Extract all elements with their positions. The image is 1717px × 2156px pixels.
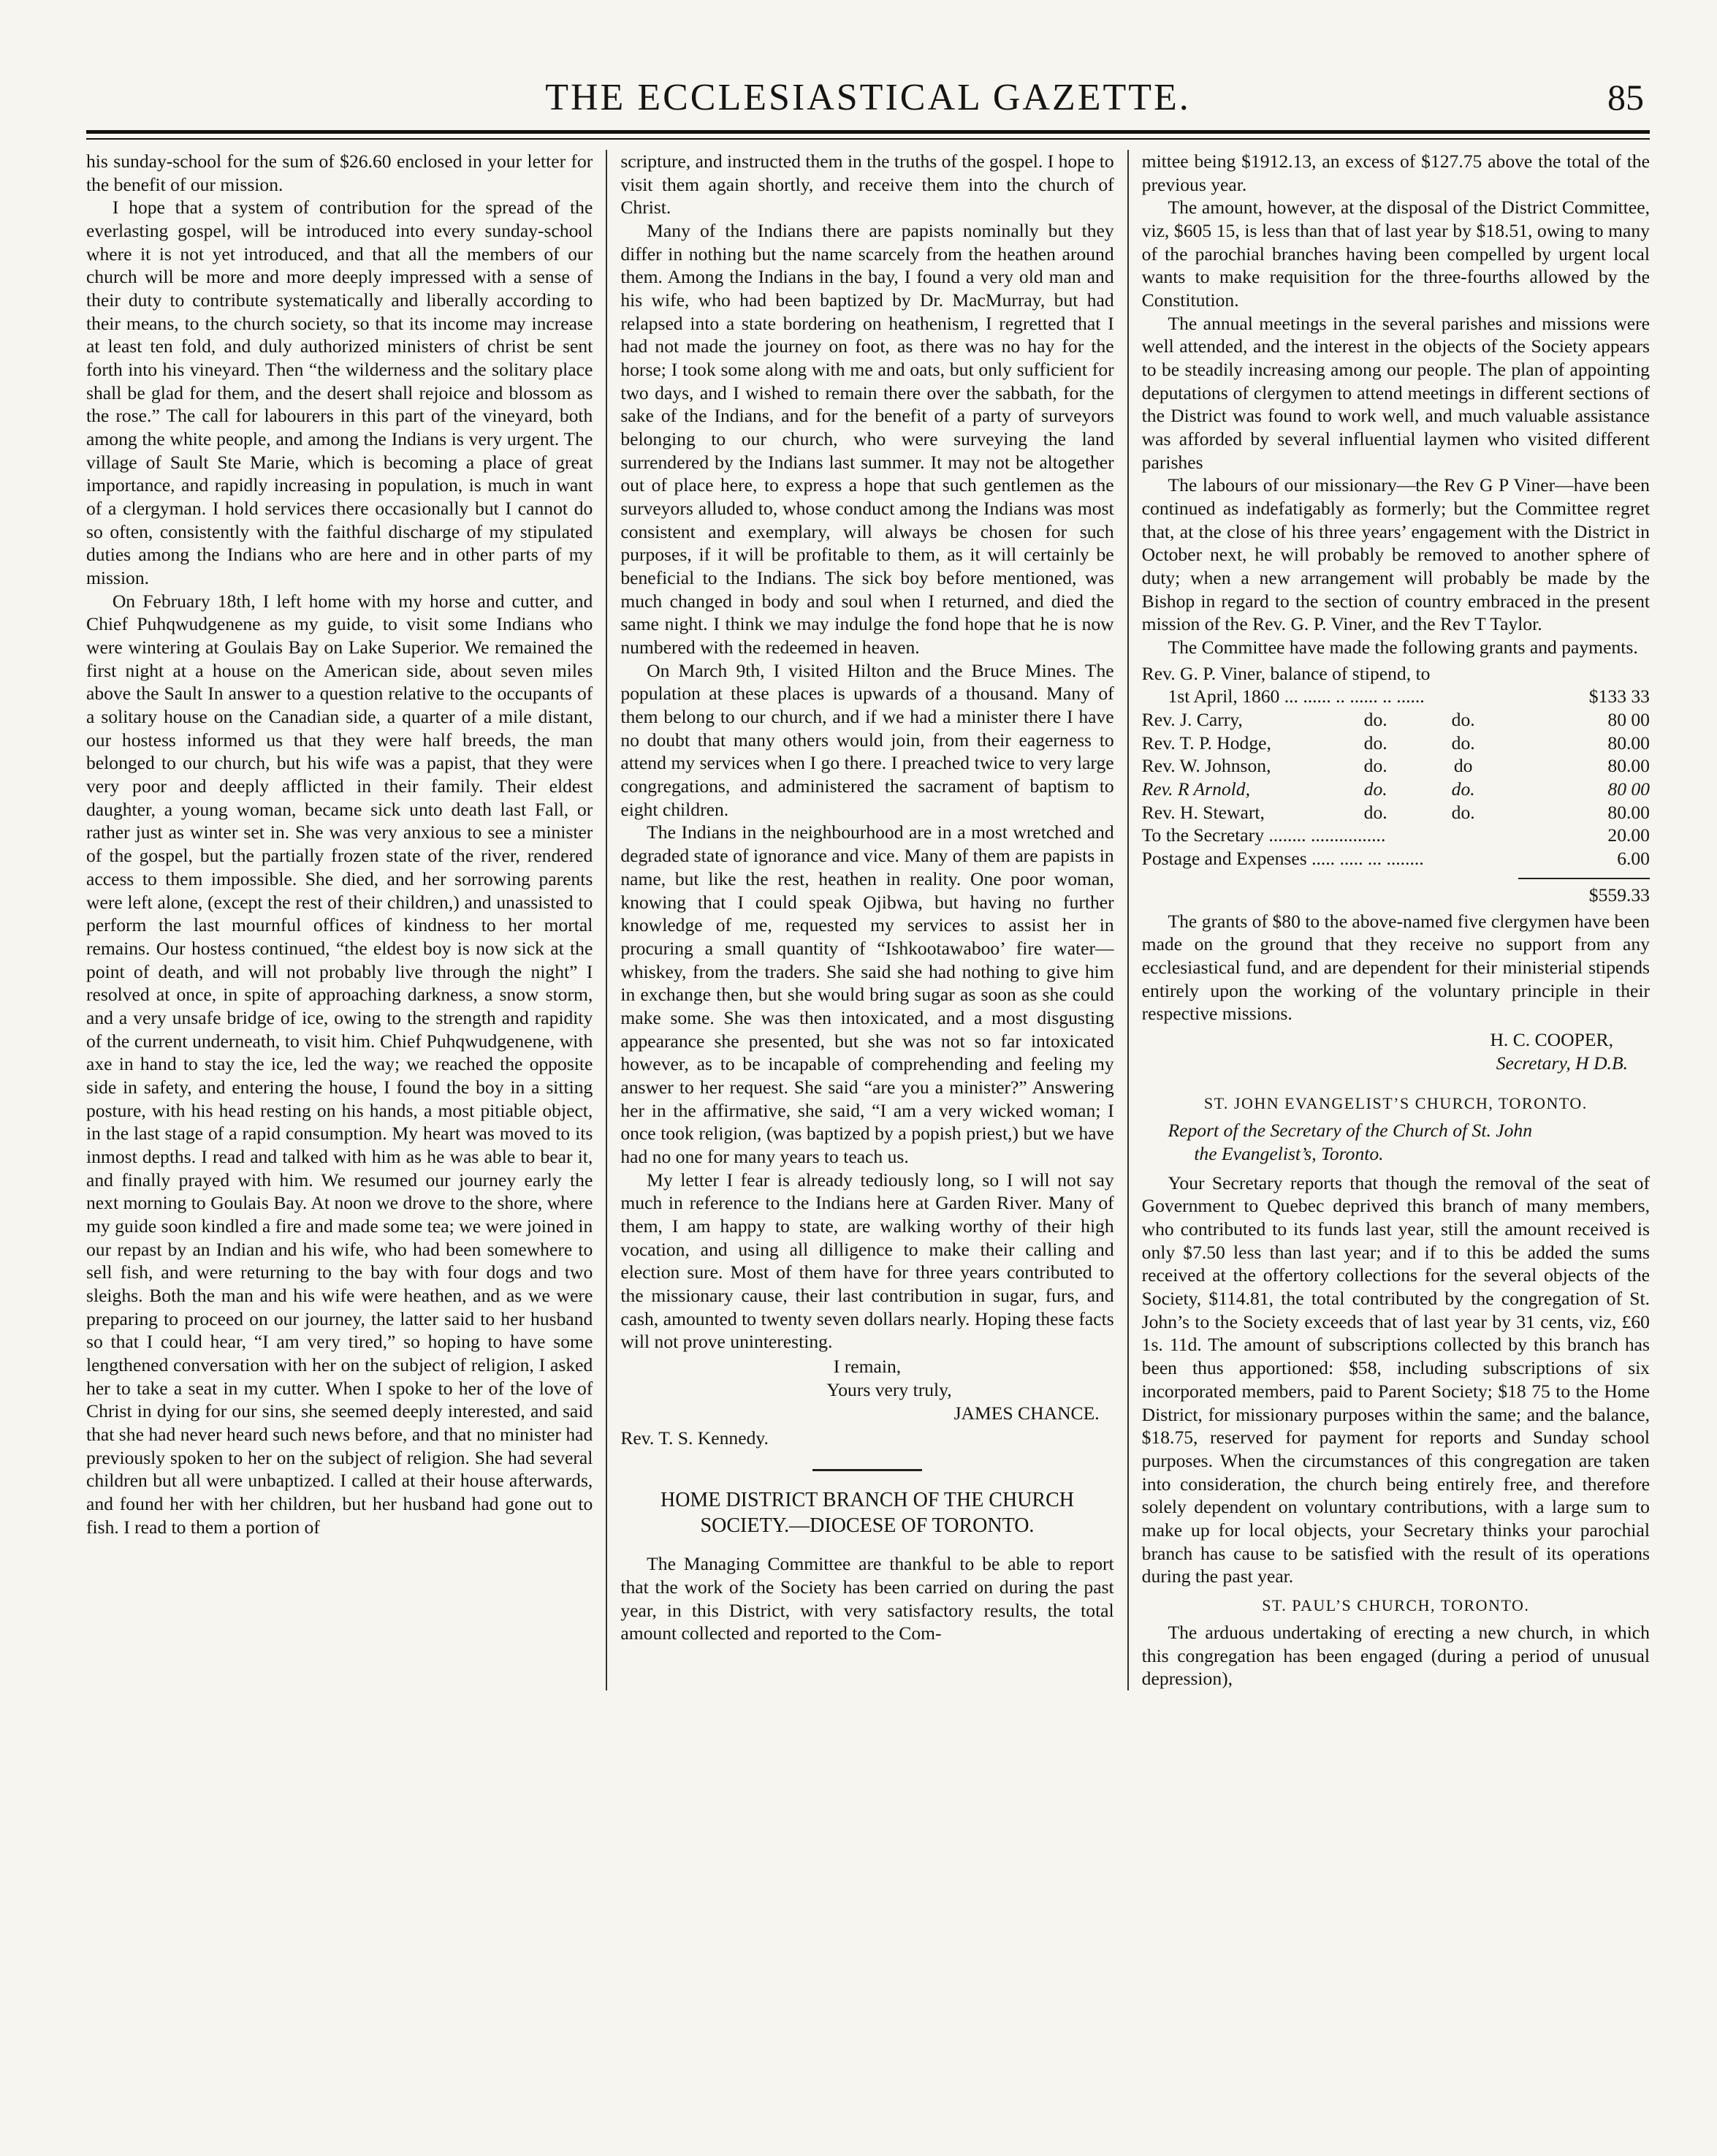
grant-recipient: Rev. H. Stewart, [1141, 801, 1265, 823]
section-heading: HOME DISTRICT BRANCH OF THE CHURCH SOCIETY.—DIOCESE OF TORONTO. [660, 1488, 1074, 1538]
column-2 [607, 150, 1128, 1690]
grant-amount: $133 33 [1588, 686, 1650, 707]
closing-signature: JAMES CHANCE. [953, 1402, 1100, 1424]
paragraph: The Committee have made the following grants and payments. [1168, 637, 1638, 658]
report-title-line: the Evangelist’s, Toronto. [1194, 1143, 1384, 1165]
grant-ditto: do. [1451, 732, 1475, 754]
paragraph: I hope that a system of contribution for the spread of the everlasting gospel, will be introduced into every sunday-school where it is not yet introduced, and that all the members of our church will be more and more deeply impressed with a sense of their duty to contribute systematically and liberally according to their means, to the church society, so that its income may increase at least ten fold, and duly authorized ministers of christ be sent forth into his vineyard. Then “the wilderness and the solitary place shall be glad for them, and the desert shall rejoice and blossom as the rose.” The call for labourers in this part of the vineyard, both among the white people, and among the Indians is very urgent. The village of Sault Ste Marie, which is becoming a place of great importance, and rapidly increasing in population, is much in want of a clergyman. I hold services there occasionally but I cannot do so often, consistently with the faithful discharge of my stipulated duties among the Indians who are here and in other parts of my mission. [86, 197, 593, 589]
total-rule [1518, 878, 1650, 879]
grant-first-line: Rev. G. P. Viner, balance of stipend, to [1141, 662, 1431, 684]
postage-amount: 6.00 [1617, 848, 1650, 870]
column-1 [86, 150, 607, 1690]
secretary-label: To the Secretary ........ ................ [1141, 824, 1386, 846]
grant-recipient: Rev. R Arnold, [1141, 778, 1250, 800]
paragraph: The Managing Committee are thankful to be able to report that the work of the Society has been carried on during the past year, in this District, with very satisfactory results, the total amount collected and reported to the Com- [620, 1553, 1114, 1644]
grant-row [1142, 824, 1650, 847]
report-title-line: Report of the Secretary of the Church of St. John [1168, 1120, 1532, 1142]
grant-row [1142, 708, 1650, 732]
page-title: THE ECCLESIASTICAL GAZETTE. [545, 77, 1191, 118]
closing-yours: Yours very truly, [826, 1378, 952, 1400]
page-number: 85 [1607, 77, 1644, 118]
masthead [86, 70, 1650, 127]
grant-ditto: do. [1451, 801, 1475, 823]
grant-recipient: Rev. J. Carry, [1141, 709, 1243, 731]
paragraph: The annual meetings in the several parishes and missions were well attended, and the interest in the objects of the Society appears to be steadily increasing among our people. The plan of appointing deputations of clergymen to attend meetings in different sections of the District was found to work well, and much valuable assistance was afforded by several influential laymen who visited different parishes [1141, 312, 1650, 473]
paragraph: mittee being $1912.13, an excess of $127.75 above the total of the previous year. [1141, 151, 1650, 195]
paragraph: The amount, however, at the disposal of the District Committee, viz, $605 15, is less than that of last year by $18.51, owing to many of the parochial branches having been compelled by urgent local wants to make requisition for the three-fourths allowed by the Constitution. [1141, 197, 1650, 311]
section-heading: ST. JOHN EVANGELIST’S CHURCH, TORONTO. [1203, 1094, 1588, 1113]
grant-row [1142, 778, 1650, 801]
paragraph: The Indians in the neighbourhood are in a most wretched and degraded state of ignorance and vice. Many of them are papists in name, but like the rest, heathen in reality. One poor woman, knowing that I could speak Ojibwa, but having no further knowledge of me, requested my services to assist her in procuring a small quantity of “Ishkootawaboo’ fire water—whiskey, from the traders. She said she had nothing to give him in exchange then, but she would bring sugar as soon as she could make some. She was then intoxicated, and a most disgusting appearance she presented, but she was not so far intoxicated however, as to be incapable of comprehending and feeling my answer to her request. She said “are you a minister?” Answering her in the affirmative, she said, “I am a very wicked woman; I once took religion, (was baptized by a popish priest,) but we have had no one for many years to teach us. [620, 821, 1114, 1167]
paragraph: his sunday-school for the sum of $26.60 enclosed in your letter for the benefit of our mission. [86, 151, 593, 195]
paragraph: scripture, and instructed them in the truths of the gospel. I hope to visit them again shortly, and receive them into the church of Christ. [620, 151, 1114, 219]
paragraph: Many of the Indians there are papists nominally but they differ in nothing but the name scarcely from the heathen around them. Among the Indians in the bay, I found a very old man and his wife, who had been baptized by Dr. MacMurray, but had relapsed into a state bordering on heathenism, I regretted that I had not made the journey on foot, as there was no hay for the horse; I took some along with me and oats, but only sufficient for two days, and I wished to remain there over the sabbath, for the sake of the Indians, and for the benefit of a party of surveyors belonging to our church, who were surveying the land surrendered by the Indians last summer. It may not be altogether out of place here, to express a hope that such gentlemen as the surveyors alluded to, whose conduct among the Indians was most consistent and exemplary, will always be chosen for such purposes, if it will be profitable to them, as it will certainly be beneficial to the Indians. The sick boy before mentioned, was much changed in body and soul when I returned, and died the same night. I think we may indulge the fond hope that he is now numbered with the redeemed in heaven. [620, 220, 1114, 658]
header-rule-thick [86, 130, 1650, 134]
grant-recipient: Rev. T. P. Hodge, [1141, 732, 1271, 754]
grants-total: $559.33 [1588, 884, 1650, 906]
grant-ditto: do. [1363, 732, 1387, 754]
paragraph: My letter I fear is already tediously long, so I will not say much in reference to the Indians here at Garden River. Many of them, I am happy to state, are walking worthy of their high vocation, and using all dilligence to make their calling and election sure. Most of them have for three years contributed to the missionary cause, their last contribution in sugar, furs, and cash, amounted to twenty seven dollars nearly. Hoping these facts will not prove uninteresting. [620, 1169, 1114, 1353]
paragraph: The grants of $80 to the above-named five clergymen have been made on the ground that they receive no support from any ecclesiastical fund, and are dependent for their ministerial stipends entirely upon the working of the voluntary principle in their respective missions. [1141, 910, 1650, 1025]
header-rule-thin [86, 138, 1650, 140]
paragraph: On March 9th, I visited Hilton and the Bruce Mines. The population at these places is upwards of a thousand. Many of them belong to our church, and if we had a minister there I have no doubt that many others would join, from their eagerness to attend my services when I go there. I preached twice to very large congregations, and administered the sacrament of baptism to eight children. [620, 659, 1114, 820]
grant-ditto: do. [1363, 755, 1387, 777]
grant-ditto: do. [1451, 709, 1475, 731]
grant-ditto: do. [1363, 709, 1387, 731]
grant-amount: 80.00 [1607, 732, 1650, 754]
signature-name: H. C. COOPER, [1490, 1028, 1613, 1050]
section-heading: ST. PAUL’S CHURCH, TORONTO. [1262, 1595, 1530, 1614]
grant-ditto: do [1453, 755, 1473, 777]
grant-row [1142, 685, 1650, 708]
column-3 [1129, 150, 1650, 1690]
grant-amount: 80.00 [1607, 801, 1650, 823]
signature-role: Secretary, H D.B. [1496, 1052, 1628, 1074]
paragraph: On February 18th, I left home with my horse and cutter, and Chief Puhqwudgenene as my guide, to visit some Indians who were wintering at Goulais Bay on Lake Superior. We remained the first night at a house on the American side, about seven miles above the Sault In answer to a question relative to the occupants of a solitary house on the Canadian side, a quarter of a mile distant, our hostess informed us that they were half breeds, the man belonged to our church, but his wife was a papist, that they were very poor and deeply afflicted in their family. Their eldest daughter, a young woman, became sick unto death last Fall, or rather just as winter set in. She was very anxious to see a minister of the gospel, but the partially frozen state of the river, rendered access to them impossible. She died, and her sorrowing parents were left alone, (except the rest of their children,) and unassisted to perform the last mournful offices of kindness to her mortal remains. Our hostess continued, “the eldest boy is now sick at the point of death, and will not probably live through the night” I resolved at once, in spite of approaching darkness, a snow storm, and a very unsafe bridge of ice, owing to the strength and rapidity of the current underneath, to visit him. Chief Puhqwudgenene, with axe in hand to stay the ice, led the way; we reached the opposite side in safety, and entering the house, I found the boy in a sitting posture, with his head resting on his hands, a most pitiable object, in the last stage of a rapid consumption. My heart was moved to its inmost depths. I read and talked with him as he was able to bear it, and finally prayed with him. We resumed our journey early the next morning to Goulais Bay. At noon we drove to the shore, where my guide soon kindled a fire and made some tea; we were joined in our repast by an Indian and his wife, who had been somewhere to sell fish, and were returning to the bay with four dogs and two sleighs. Both the man and his wife were heathen, and as we were preparing to proceed on our journey, the latter said to her husband so that I could hear, “I am very tired,” so hoping to have some lengthened conversation with her on the subject of religion, I asked her to take a seat in my cutter. When I spoke to her of the love of Christ in dying for our sins, she seemed deeply interested, and said that she had never heard such news before, and that no minister had previously spoken to her on the subject of religion. She had several children but all were unbaptized. I called at their house afterwards, and found her with her children, but her husband had gone out to fish. I read to them a portion of [86, 590, 593, 1538]
paragraph: The labours of our missionary—the Rev G P Viner—have been continued as indefatigably as formerly; but the Committee regret that, at the close of his three years’ engagement with the District in October next, he will probably be removed to another sphere of duty; when a new arrangement will probably be made by the Bishop in regard to the section of country embraced in the present mission of the Rev. G. P. Viner, and the Rev T Taylor. [1141, 474, 1650, 635]
grant-row [1142, 847, 1650, 870]
grant-date: 1st April, 1860 ... ...... .. ...... .. ...... [1168, 686, 1425, 707]
grant-amount: 80.00 [1607, 755, 1650, 777]
letter-closing [620, 1355, 1113, 1425]
paragraph: The arduous undertaking of erecting a new church, in which this congregation has been engaged (during a period of unusual depression), [1141, 1622, 1650, 1690]
report-title [1142, 1119, 1650, 1165]
paragraph: Your Secretary reports that though the removal of the seat of Government to Quebec deprived this branch of many members, who contributed to its funds last year, still the amount received is only $7.50 less than last year; and if to this be added the sums received at the offertory collections for the several objects of the Society, $114.81, the total contributed by the congregation of St. John’s to the Society exceeds that of last year by 31 cents, viz, £60 1s. 11d. The amount of subscriptions collected by this branch has been thus apportioned: $58, including subscriptions of six incorporated members, paid to Parent Society; $18 75 to the Home District, for missionary purposes within the same; and the balance, $18.75, reserved for payment for reports and Sunday school purposes. When the circumstances of this congregation are taken into consideration, the church being entirely free, and therefore solely dependent on voluntary contributions, with a large sum to make up for local objects, your Secretary thinks your parochial branch has cause to be satisfied with the result of its operations during the past year. [1141, 1172, 1650, 1587]
secretary-amount: 20.00 [1607, 824, 1650, 846]
grant-row [1142, 801, 1650, 824]
text-columns [86, 150, 1650, 1690]
grant-ditto: do. [1363, 801, 1387, 823]
grants-table [1142, 662, 1650, 907]
grant-amount: 80 00 [1607, 709, 1650, 731]
grant-ditto: do. [1363, 778, 1387, 800]
section-divider [812, 1469, 922, 1471]
grant-ditto: do. [1451, 778, 1475, 800]
closing-remain: I remain, [833, 1355, 902, 1377]
letter-addressee: Rev. T. S. Kennedy. [620, 1427, 769, 1449]
grant-recipient: Rev. W. Johnson, [1141, 755, 1271, 777]
grant-row [1142, 732, 1650, 755]
grant-row [1142, 754, 1650, 778]
grant-amount: 80 00 [1607, 778, 1650, 800]
postage-label: Postage and Expenses ..... ..... ... ........ [1141, 848, 1424, 870]
